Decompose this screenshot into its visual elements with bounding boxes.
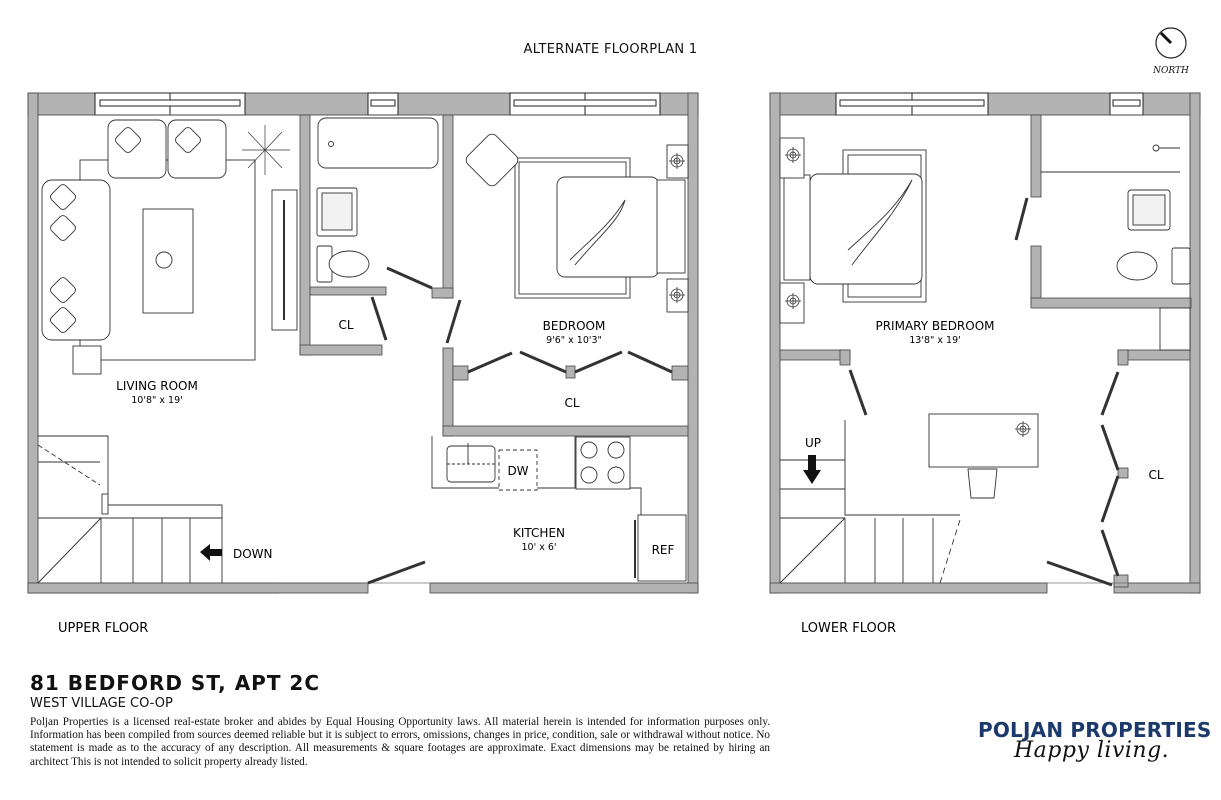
kitchen-label: KITCHEN	[513, 526, 565, 540]
stairs-up-label: UP	[804, 436, 822, 450]
bedroom-dims: 9'6" x 10'3"	[546, 335, 602, 346]
bath-closet-label: CL	[338, 318, 354, 332]
listing-subtitle: WEST VILLAGE CO-OP	[30, 696, 173, 711]
living-room-label: LIVING ROOM	[116, 379, 198, 393]
upper-floor-plan	[28, 93, 698, 636]
lower-closet-label: CL	[1148, 468, 1164, 482]
stairs-up-arrow-icon	[803, 455, 821, 484]
kitchen-dims: 10' x 6'	[521, 542, 557, 553]
stairs-down-label: DOWN	[233, 547, 273, 561]
legal-disclaimer: Poljan Properties is a licensed real-estate broker and abides by Equal Housing Opportunity laws. All material herein is intended for information purposes only. Information has been compiled from sources deemed reliable but it is subject to errors, omissions, changes in price, condition, sale or withdrawal without notice. No statement is made as to the accuracy of any description. All measurements & square footages are approximate. Exact dimensions may be retained by hiring an architect This is not intended to solicit property already listed.	[30, 716, 770, 768]
brand-logo: POLJAN PROPERTIES	[978, 718, 1212, 742]
bedroom-label: BEDROOM	[542, 319, 606, 333]
listing-address: 81 BEDFORD ST, APT 2C	[30, 671, 321, 695]
primary-bedroom-dims: 13'8" x 19'	[909, 335, 961, 346]
brand-tagline: Happy living.	[1014, 738, 1170, 763]
bedroom-closet-label: CL	[564, 396, 580, 410]
dishwasher-label: DW	[507, 464, 529, 478]
compass-label: NORTH	[1153, 66, 1189, 76]
lower-floor-plan	[770, 93, 1200, 636]
living-room-dims: 10'8" x 19'	[131, 395, 183, 406]
refrigerator-label: REF	[651, 543, 675, 557]
primary-bedroom-label: PRIMARY BEDROOM	[875, 319, 995, 333]
plan-title-text: ALTERNATE FLOORPLAN 1	[523, 42, 698, 57]
lower-floor-label: LOWER FLOOR	[801, 621, 896, 636]
upper-floor-label: UPPER FLOOR	[58, 621, 149, 636]
stairs-down-arrow-icon	[200, 544, 222, 561]
